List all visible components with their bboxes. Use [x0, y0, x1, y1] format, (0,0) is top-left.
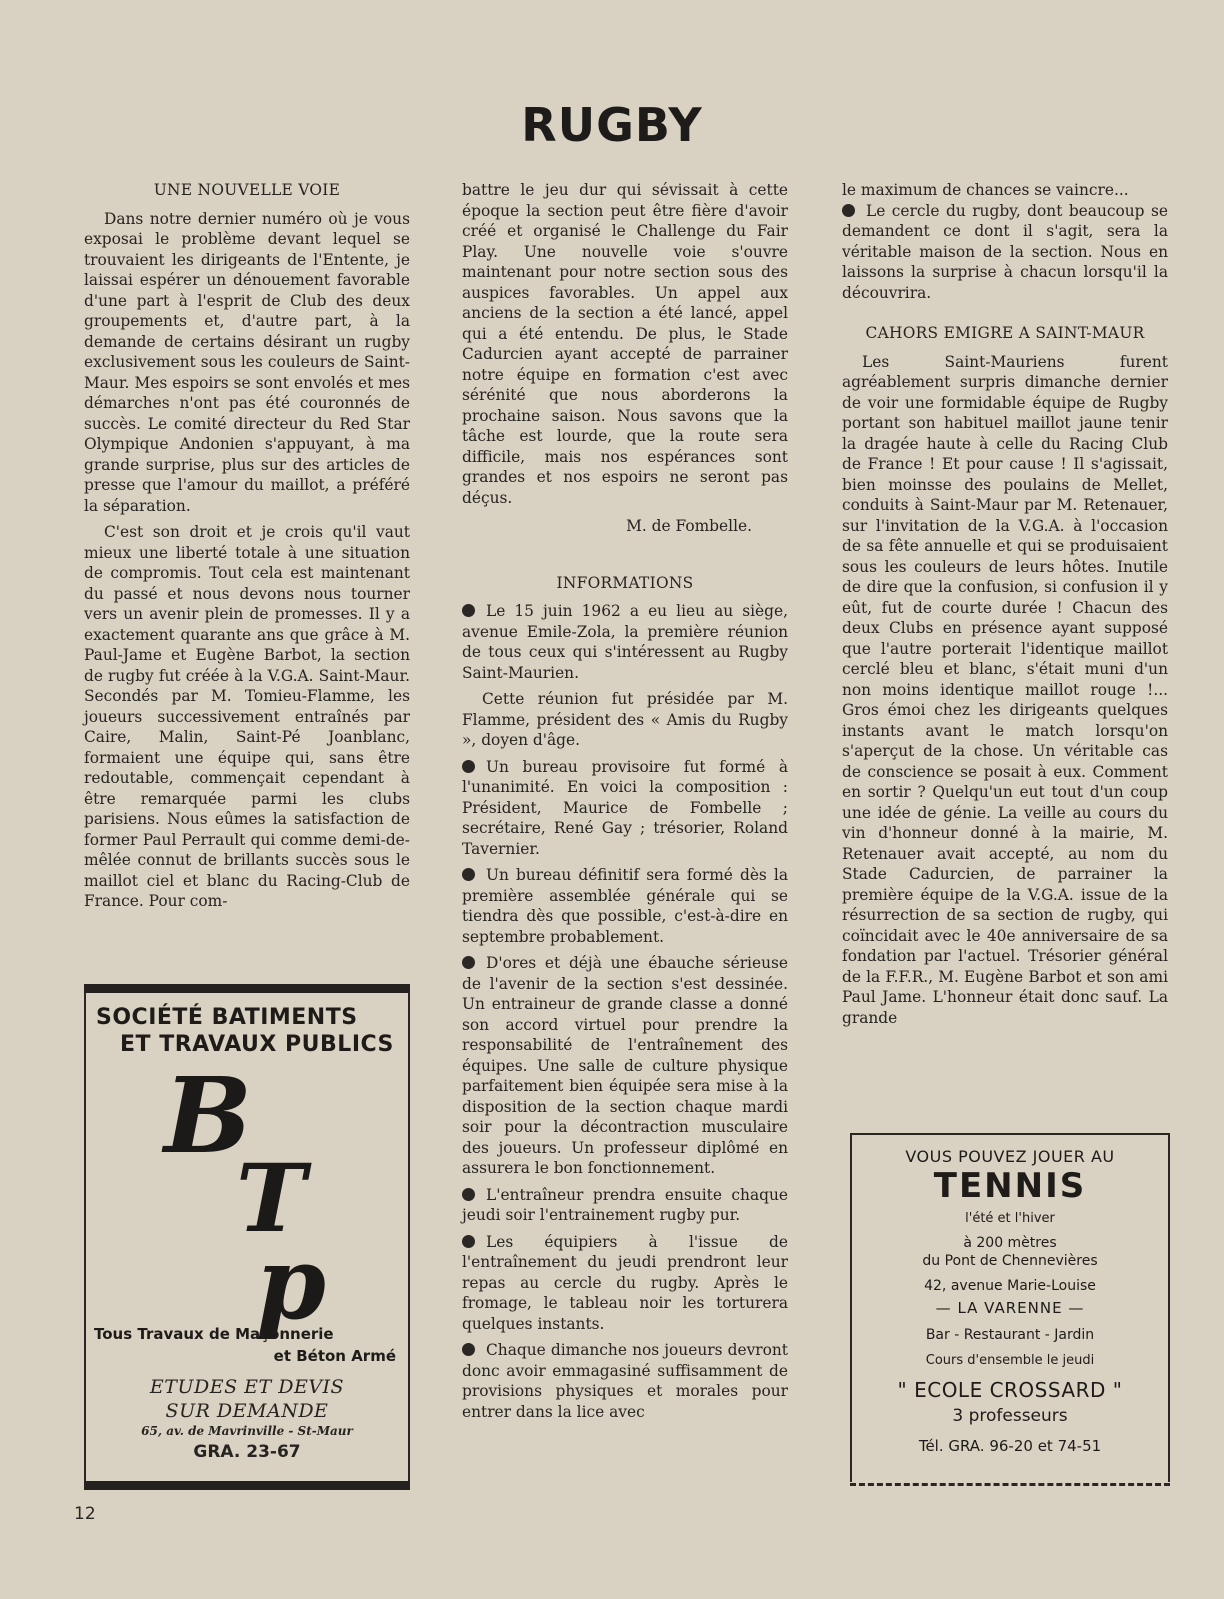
- paragraph: Cette réunion fut présidée par M. Flamme, président des « Amis du Rugby », doyen d'âge.: [462, 690, 788, 749]
- ad-tennis-courses: Cours d'ensemble le jeudi: [925, 1353, 1095, 1368]
- ad-tennis-address: 42, avenue Marie-Louise: [924, 1278, 1096, 1294]
- ad-address: 65, av. de Mavrinville - St-Maur: [141, 1424, 353, 1438]
- page-number: 12: [74, 1504, 96, 1524]
- ad-tennis-phone: Tél. GRA. 96-20 et 74-51: [918, 1437, 1102, 1455]
- paragraph: Dans notre dernier numéro où je vous exposai le problème devant lequel se trouvaient les dirigeants de l'Entente, je laissai espérer un dénouement favorable d'une part à l'esprit de Club des deux groupements et, d'autre part, à la demande de certains désirant un rugby exclusivement sous les couleurs de Saint-Maur. Mes espoirs se sont envolés et mes démarches n'ont pas été couronnés de succès. Le comité directeur du Red Star Olympique Andonien s'appuyant, à ma grande surprise, plus sur des articles de presse que l'amour du maillot, a préféré la séparation.: [84, 209, 410, 515]
- logo-letter-b: B: [164, 1054, 252, 1177]
- logo-letter-t: T: [236, 1144, 306, 1254]
- logo-letter-p: p: [256, 1224, 326, 1342]
- bullet-icon: [462, 760, 475, 773]
- ad-etudes: ETUDES ET DEVIS SUR DEMANDE: [149, 1376, 345, 1422]
- ad-tennis-teachers: 3 professeurs: [952, 1406, 1068, 1426]
- bullet-icon: [462, 1235, 475, 1248]
- ad-tennis-season: l'été et l'hiver: [965, 1211, 1055, 1226]
- ad-tennis-town: — LA VARENNE —: [935, 1299, 1085, 1317]
- ad-tennis-landmark: du Pont de Chennevières: [922, 1253, 1098, 1269]
- bullet-item: L'entraîneur prendra ensuite chaque jeudi soir l'entrainement rugby pur.: [462, 1185, 788, 1224]
- column-1: [84, 180, 410, 912]
- page-title: RUGBY: [521, 98, 703, 152]
- btp-advertisement: [84, 992, 410, 1482]
- paragraph: Les Saint-Mauriens furent agréablement surpris dimanche dernier de voir une formidable équipe de Rugby portant son habituel maillot jaune tenir la dragée haute à celle du Racing Club de France ! Et pour cause ! Il s'agissait, bien moinsse des poulains de Mellet, conduits à Saint-Maur par M. Retenauer, sur l'invitation de la V.G.A. à l'occasion de sa fête annuelle et qui se produisaient sous les couleurs de leurs hôtes. Inutile de dire que la confusion, si confusion il y eût, fut de courte durée ! Chacun des deux Clubs en présence ayant supposé que l'autre porterait l'identique maillot cerclé bleu et blanc, s'était muni d'un non moins identique maillot rouge !... Gros émoi chez les dirigeants quelques instants avant le match lorsqu'on s'aperçut de la chose. Un véritable cas de conscience se posait à eux. Comment en sortir ? Quelqu'un eut tout d'un coup une idée de génie. La veille au cours du vin d'honneur donné à la mairie, M. Retenauer avait accepté, au nom du Stade Cadurcien, de parrainer la première équipe de la V.G.A. issue de la résurrection de sa section de rugby, qui coïncidait avec le 40e anniversaire de sa fondation par l'actuel. Trésorier général de la F.F.R., M. Eugène Barbot et son ami Paul Jame. L'honneur était donc sauf. La grande: [842, 352, 1168, 1027]
- ad-border-bottom: [850, 1480, 1170, 1486]
- ad-border-top: [84, 984, 410, 993]
- section-heading-cahors: CAHORS EMIGRE A SAINT-MAUR: [865, 324, 1145, 342]
- ad-tennis-school: " ECOLE CROSSARD ": [897, 1378, 1123, 1402]
- section-heading-nouvelle-voie: UNE NOUVELLE VOIE: [153, 181, 341, 199]
- bullet-icon: [462, 1188, 475, 1201]
- ad-works-line2: et Béton Armé: [273, 1347, 396, 1365]
- ad-company-name: SOCIÉTÉ BATIMENTS ET TRAVAUX PUBLICS: [96, 1005, 394, 1057]
- paragraph: C'est son droit et je crois qu'il vaut mieux une liberté totale à une situation de compromis. Tout cela est maintenant du passé et nous devons nous tourner vers un avenir plein de promesses. Il y a exactement quarante ans que grâce à M. Paul-Jame et Eugène Barbot, la section de rugby fut créée à la V.G.A. Saint-Maur. Secondés par M. Tomieu-Flamme, les joueurs successivement entraînés par Caire, Malin, Saint-Pé Joanblanc, formaient une équipe qui, sans être redoutable, commençait cependant à être remarquée parmi les clubs parisiens. Nous eûmes la satisfaction de former Paul Perrault qui comme demi-de-mêlée connut de brillants succès sous le maillot ciel et blanc du Racing-Club de France. Pour com-: [84, 523, 410, 910]
- bullet-icon: [462, 956, 475, 969]
- bullet-item: Un bureau provisoire fut formé à l'unanimité. En voici la composition : Président, Maurice de Fombelle ; secrétaire, René Gay ; trésorier, Roland Tavernier.: [462, 757, 788, 858]
- bullet-item: Le 15 juin 1962 a eu lieu au siège, avenue Emile-Zola, la première réunion de tous ceux qui s'intéressent au Rugby Saint-Maurien.: [462, 602, 788, 682]
- bullet-item: Le cercle du rugby, dont beaucoup se demandent ce dont il s'agit, sera la véritable maison de la section. Nous en laissons la surprise à chacun lorsqu'il la découvrira.: [842, 201, 1168, 302]
- author-signature: M. de Fombelle.: [626, 517, 752, 535]
- bullet-item: D'ores et déjà une ébauche sérieuse de l'avenir de la section s'est dessinée. Un entraineur de grande classe a donné son accord virtuel pour prendre la responsabilité de l'entraînement des équipes. Une salle de culture physique parfaitement bien équipée sera mise à la disposition de la section chaque mardi soir pour la décontraction musculaire des joueurs. Un professeur diplômé en assurera le bon fonctionnement.: [462, 954, 788, 1177]
- bullet-item: Les équipiers à l'issue de l'entraînement du jeudi prendront leur repas au cercle du rugby. Après le fromage, le tableau noir les torturera quelques instants.: [462, 1232, 788, 1333]
- bullet-icon: [462, 604, 475, 617]
- ad-tennis-title: TENNIS: [933, 1166, 1087, 1206]
- ad-border-bottom: [84, 1481, 410, 1490]
- ad-tennis-distance: à 200 mètres: [963, 1235, 1057, 1251]
- ad-phone: GRA. 23-67: [193, 1442, 301, 1462]
- ad-tennis-intro: VOUS POUVEZ JOUER AU: [905, 1147, 1115, 1166]
- column-2: [462, 180, 788, 1422]
- bullet-item: Chaque dimanche nos joueurs devront donc avoir emmagasiné suffisamment de provisions physiques et morales pour entrer dans la lice avec: [462, 1341, 788, 1421]
- bullet-icon: [462, 868, 475, 881]
- bullet-icon: [462, 1343, 475, 1356]
- paragraph: battre le jeu dur qui sévissait à cette époque la section peut être fière d'avoir créé et organisé le Challenge du Fair Play. Une nouvelle voie s'ouvre maintenant pour notre section sous des auspices favorables. Un appel aux anciens de la section a été lancé, appel qui a été entendu. De plus, le Stade Cadurcien ayant accepté de parrainer notre équipe en formation c'est avec sérénité que nous aborderons la prochaine saison. Nous savons que la tâche est lourde, que la route sera difficile, mais nos espérances sont grandes et nos espoirs ne seront pas déçus.: [462, 181, 788, 507]
- bullet-item: Un bureau définitif sera formé dès la première assemblée générale qui se tiendra dès que possible, c'est-à-dire en septembre probablement.: [462, 866, 788, 946]
- bullet-icon: [842, 204, 855, 217]
- paragraph: le maximum de chances se vaincre...: [842, 181, 1129, 199]
- section-heading-informations: INFORMATIONS: [556, 573, 694, 592]
- tennis-advertisement: [850, 1133, 1170, 1482]
- ad-works-line1: Tous Travaux de Maçonnerie: [94, 1325, 334, 1343]
- column-3: [842, 180, 1168, 1028]
- ad-tennis-amenities: Bar - Restaurant - Jardin: [925, 1327, 1095, 1343]
